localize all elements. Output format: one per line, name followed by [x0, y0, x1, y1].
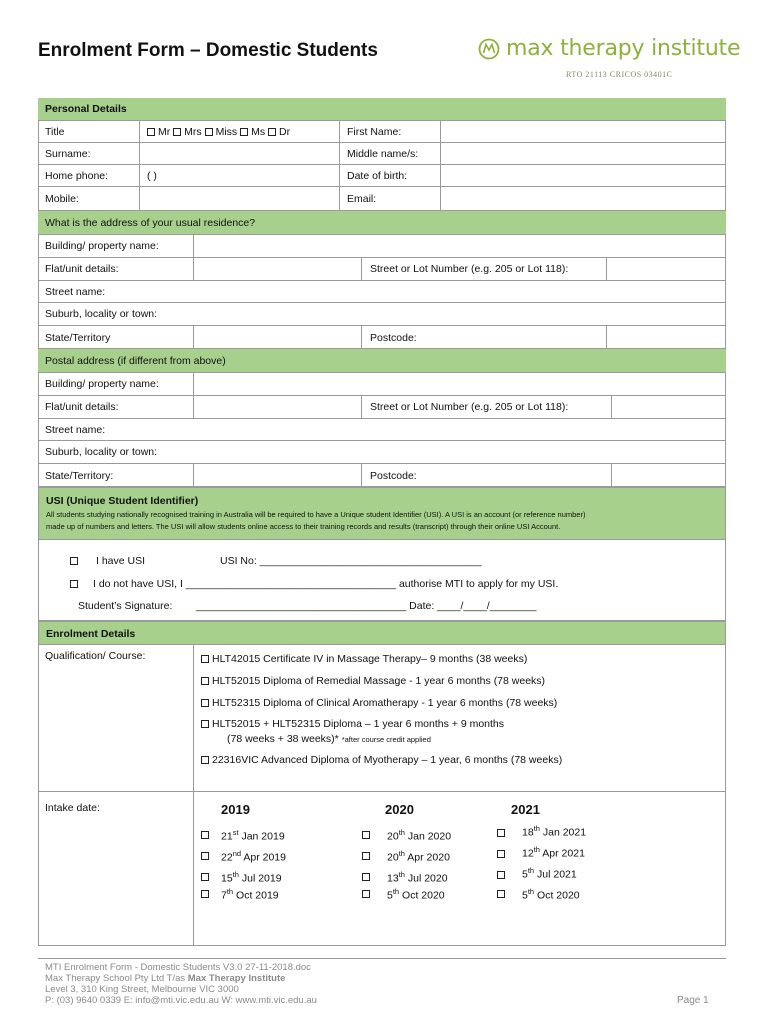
have-usi-label: I have USI	[96, 555, 146, 567]
year-heading: 2020	[385, 802, 414, 817]
signature-label: Student’s Signature:	[78, 600, 173, 612]
postal-state-label: State/Territory:	[45, 469, 114, 482]
mobile-field[interactable]	[139, 187, 339, 211]
usi-heading-block	[38, 487, 726, 540]
course-label: Qualification/ Course:	[45, 650, 146, 662]
intake-date: 5th Oct 2020	[387, 887, 445, 902]
have-usi-checkbox[interactable]	[70, 557, 78, 565]
personal-heading-row	[38, 98, 726, 121]
postal-state-field[interactable]	[193, 464, 361, 487]
course-credit-note: *after course credit applied	[341, 735, 431, 744]
no-usi-checkbox[interactable]	[70, 580, 78, 588]
title-label: Title	[45, 125, 65, 138]
intake-checkbox[interactable]	[497, 829, 505, 837]
residence-flat-label: Flat/unit details:	[45, 263, 119, 275]
no-usi-statement: I do not have USI, I ____________________________________ authorise MTI to apply for my USI.	[93, 578, 559, 590]
intake-date: 21st Jan 2019	[221, 828, 285, 843]
postal-suburb-label: Suburb, locality or town:	[45, 446, 158, 458]
residence-postcode-field[interactable]	[606, 326, 726, 349]
rto-number: RTO 21113 CRICOS 03401C	[566, 70, 673, 79]
intake-checkbox[interactable]	[201, 890, 209, 898]
year-heading: 2019	[221, 802, 250, 817]
residence-street-lot-field[interactable]	[606, 258, 726, 280]
intake-date: 13th Jul 2020	[387, 870, 448, 885]
logo-text: max therapy institute	[506, 36, 741, 61]
middle-name-field[interactable]	[440, 143, 726, 164]
postal-heading: Postal address (if different from above)	[45, 354, 226, 367]
home-phone-field[interactable]: ( )	[139, 165, 339, 186]
first-name-field[interactable]	[440, 121, 726, 142]
home-phone-label: Home phone:	[45, 169, 109, 182]
email-label: Email:	[339, 187, 440, 211]
row-divider	[38, 791, 726, 792]
logo-icon	[478, 38, 500, 60]
intake-checkbox[interactable]	[362, 852, 370, 860]
course-option[interactable]: HLT42015 Certificate IV in Massage Therapy– 9 months (38 weeks)	[201, 653, 527, 665]
form-title: Enrolment Form – Domestic Students	[38, 40, 378, 61]
residence-heading: What is the address of your usual residence?	[45, 216, 256, 229]
year-heading: 2021	[511, 802, 540, 817]
dob-field[interactable]	[440, 165, 726, 186]
section-heading: Personal Details	[45, 103, 127, 115]
enrolment-heading: Enrolment Details	[46, 628, 136, 640]
postal-street-label: Street name:	[45, 423, 106, 436]
intake-date: 15th Jul 2019	[221, 870, 282, 885]
postal-building-field[interactable]	[193, 373, 726, 395]
intake-date: 18th Jan 2021	[522, 824, 587, 839]
first-name-label: First Name:	[339, 121, 440, 142]
usi-heading: USI (Unique Student Identifier)	[46, 495, 199, 507]
checkbox-mr[interactable]: Mr	[147, 126, 170, 138]
title-options[interactable]	[139, 121, 339, 142]
usi-number-field[interactable]: USI No: ______________________________________	[220, 555, 482, 567]
residence-street-label: Street name:	[45, 285, 106, 298]
checkbox-dr[interactable]: Dr	[268, 126, 290, 138]
residence-postcode-label: Postcode:	[361, 326, 606, 349]
intake-date: 5th Jul 2021	[522, 866, 577, 881]
postal-street-lot-field[interactable]	[611, 396, 726, 418]
checkbox-miss[interactable]: Miss	[205, 126, 238, 138]
intake-checkbox[interactable]	[497, 850, 505, 858]
email-field[interactable]	[440, 187, 726, 211]
intake-checkbox[interactable]	[201, 831, 209, 839]
usi-note-line2: made up of numbers and letters. The USI will allow students online access to their training records and results (transcript) through their online USI Account.	[46, 522, 561, 531]
checkbox-mrs[interactable]: Mrs	[173, 126, 202, 138]
intake-date: 22nd Apr 2019	[221, 849, 286, 864]
surname-label: Surname:	[45, 147, 91, 160]
enrolment-frame	[38, 621, 726, 946]
postal-flat-field[interactable]	[193, 396, 361, 418]
intake-checkbox[interactable]	[497, 890, 505, 898]
residence-building-field[interactable]	[193, 235, 726, 257]
postal-flat-label: Flat/unit details:	[45, 401, 119, 413]
footer-contact: P: (03) 9640 0339 E: info@mti.vic.edu.au W: www.mti.vic.edu.au	[45, 995, 317, 1006]
intake-checkbox[interactable]	[497, 871, 505, 879]
footer-address: Level 3, 310 King Street, Melbourne VIC 3000	[45, 984, 239, 995]
residence-suburb-label: Suburb, locality or town:	[45, 308, 158, 320]
intake-checkbox[interactable]	[362, 831, 370, 839]
intake-date: 20th Apr 2020	[387, 849, 450, 864]
combo-course-duration: (78 weeks + 38 weeks)* *after course credit applied	[227, 733, 431, 745]
postal-postcode-label: Postcode:	[361, 464, 611, 487]
postal-street-lot-label: Street or Lot Number (e.g. 205 or Lot 118):	[361, 396, 611, 418]
intake-checkbox[interactable]	[201, 852, 209, 860]
residence-building-label: Building/ property name:	[45, 240, 159, 252]
course-option[interactable]: HLT52015 Diploma of Remedial Massage - 1 year 6 months (78 weeks)	[201, 675, 545, 687]
column-divider	[193, 645, 194, 946]
intake-checkbox[interactable]	[362, 873, 370, 881]
postal-postcode-field[interactable]	[611, 464, 726, 487]
residence-state-field[interactable]	[193, 326, 361, 349]
checkbox-ms[interactable]: Ms	[240, 126, 265, 138]
intake-date: 20th Jan 2020	[387, 828, 452, 843]
footer-divider	[38, 958, 726, 959]
residence-street-lot-label: Street or Lot Number (e.g. 205 or Lot 118):	[361, 258, 606, 280]
middle-name-label: Middle name/s:	[339, 143, 440, 164]
enrolment-heading-row	[38, 621, 726, 645]
intake-date: 12th Apr 2021	[522, 845, 585, 860]
mobile-label: Mobile:	[45, 193, 79, 205]
footer-company: Max Therapy School Pty Ltd T/as Max Therapy Institute	[45, 973, 286, 984]
footer-doc-name: MTI Enrolment Form - Domestic Students V3.0 27-11-2018.doc	[45, 962, 311, 973]
intake-date: 5th Oct 2020	[522, 887, 580, 902]
dob-label: Date of birth:	[339, 165, 440, 186]
intake-label: Intake date:	[45, 802, 100, 814]
page-number: Page 1	[677, 995, 709, 1006]
surname-field[interactable]	[139, 143, 339, 164]
residence-flat-field[interactable]	[193, 258, 361, 280]
intake-checkbox[interactable]	[201, 873, 209, 881]
usi-note-line1: All students studying nationally recognised training in Australia will be required to have a Unique student Identifier (USI). A USI is an account (or reference number)	[46, 510, 586, 519]
residence-state-label: State/Territory	[45, 331, 111, 344]
footer	[45, 962, 317, 1006]
intake-checkbox[interactable]	[362, 890, 370, 898]
logo	[478, 36, 740, 61]
signature-date-field[interactable]: ____________________________________ Date: ____/____/________	[196, 600, 537, 612]
course-option[interactable]: HLT52315 Diploma of Clinical Aromatherapy - 1 year 6 months (78 weeks)	[201, 697, 557, 709]
intake-date: 7th Oct 2019	[221, 887, 279, 902]
course-option[interactable]: HLT52015 + HLT52315 Diploma – 1 year 6 months + 9 months	[201, 718, 504, 730]
postal-building-label: Building/ property name:	[45, 378, 159, 390]
course-option[interactable]: 22316VIC Advanced Diploma of Myotherapy – 1 year, 6 months (78 weeks)	[201, 754, 562, 766]
